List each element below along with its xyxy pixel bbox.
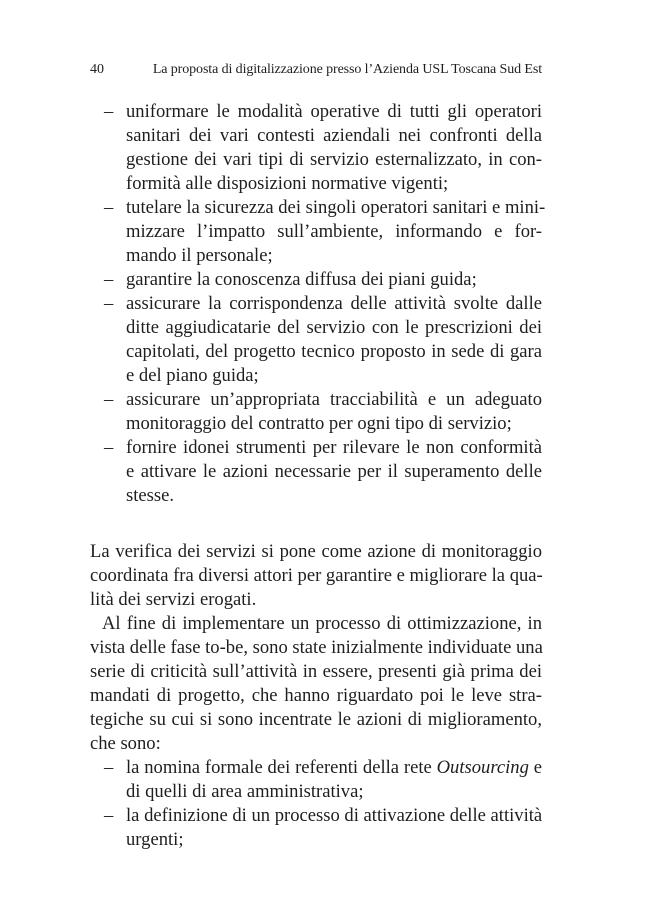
text-line: urgenti; <box>126 829 184 850</box>
text-line: ditte aggiudicatarie del servizio con le prescrizioni dei <box>126 317 542 338</box>
text-line: Al fine di implementare un processo di ottimizzazione, in <box>102 613 542 634</box>
running-head-title: La proposta di digitalizzazione presso l’Azienda USL Toscana Sud Est <box>152 62 542 77</box>
list-dash: – <box>104 389 114 410</box>
text-line: assicurare un’appropriata tracciabilità e un adeguato <box>126 389 542 410</box>
paragraph <box>90 612 542 756</box>
list-dash: – <box>104 437 114 458</box>
levers-list <box>90 756 542 856</box>
text-line: gestione dei vari tipi di servizio esternalizzato, in con- <box>126 149 542 170</box>
text-line: La verifica dei servizi si pone come azione di monitoraggio <box>90 541 542 562</box>
text-line: mandati di progetto, che hanno riguardato poi le leve stra- <box>90 685 542 706</box>
text-line: che sono: <box>90 733 161 754</box>
text-line: capitolati, del progetto tecnico proposto in sede di gara <box>126 341 542 362</box>
text-line: vista delle fase to-be, sono state inizialmente individuate una <box>90 637 543 658</box>
text-line: di quelli di area amministrativa; <box>126 781 364 802</box>
text-line: lità dei servizi erogati. <box>90 589 257 610</box>
objectives-list <box>90 100 546 520</box>
text-line: serie di criticità sull’attività in essere, presenti già prima dei <box>90 661 542 682</box>
emphasis-term: Outsourcing <box>436 757 529 778</box>
text-line: la definizione di un processo di attivazione delle attività <box>126 805 543 826</box>
list-dash: – <box>104 805 114 826</box>
list-dash: – <box>104 197 114 218</box>
paragraph <box>90 540 542 612</box>
running-head <box>90 62 542 80</box>
text-line: la nomina formale dei referenti della rete Outsourcing e <box>126 757 542 778</box>
text-line: stesse. <box>126 485 175 506</box>
page-number: 40 <box>90 62 104 77</box>
text-line: fornire idonei strumenti per rilevare le non conformità <box>126 437 542 458</box>
text-line: tegiche su cui si sono incentrate le azioni di miglioramento, <box>90 709 542 730</box>
text-line: garantire la conoscenza diffusa dei piani guida; <box>126 269 477 290</box>
text-line: assicurare la corrispondenza delle attività svolte dalle <box>126 293 542 314</box>
list-dash: – <box>104 293 114 314</box>
text-line: sanitari dei vari contesti aziendali nei confronti della <box>126 125 542 146</box>
text-line: mando il personale; <box>126 245 273 266</box>
list-dash: – <box>104 269 114 290</box>
text-line: e attivare le azioni necessarie per il superamento delle <box>126 461 542 482</box>
text-line: formità alle disposizioni normative vigenti; <box>126 173 449 194</box>
text-line: tutelare la sicurezza dei singoli operatori sanitari e mini- <box>126 197 546 218</box>
text-line: uniformare le modalità operative di tutti gli operatori <box>126 101 542 122</box>
text-line: mizzare l’impatto sull’ambiente, informando e for- <box>126 221 542 242</box>
text-line: monitoraggio del contratto per ogni tipo di servizio; <box>126 413 512 434</box>
text-line: e del piano guida; <box>126 365 259 386</box>
list-dash: – <box>104 101 114 122</box>
text-line: coordinata fra diversi attori per garantire e migliorare la qua- <box>90 565 543 586</box>
list-dash: – <box>104 757 114 778</box>
